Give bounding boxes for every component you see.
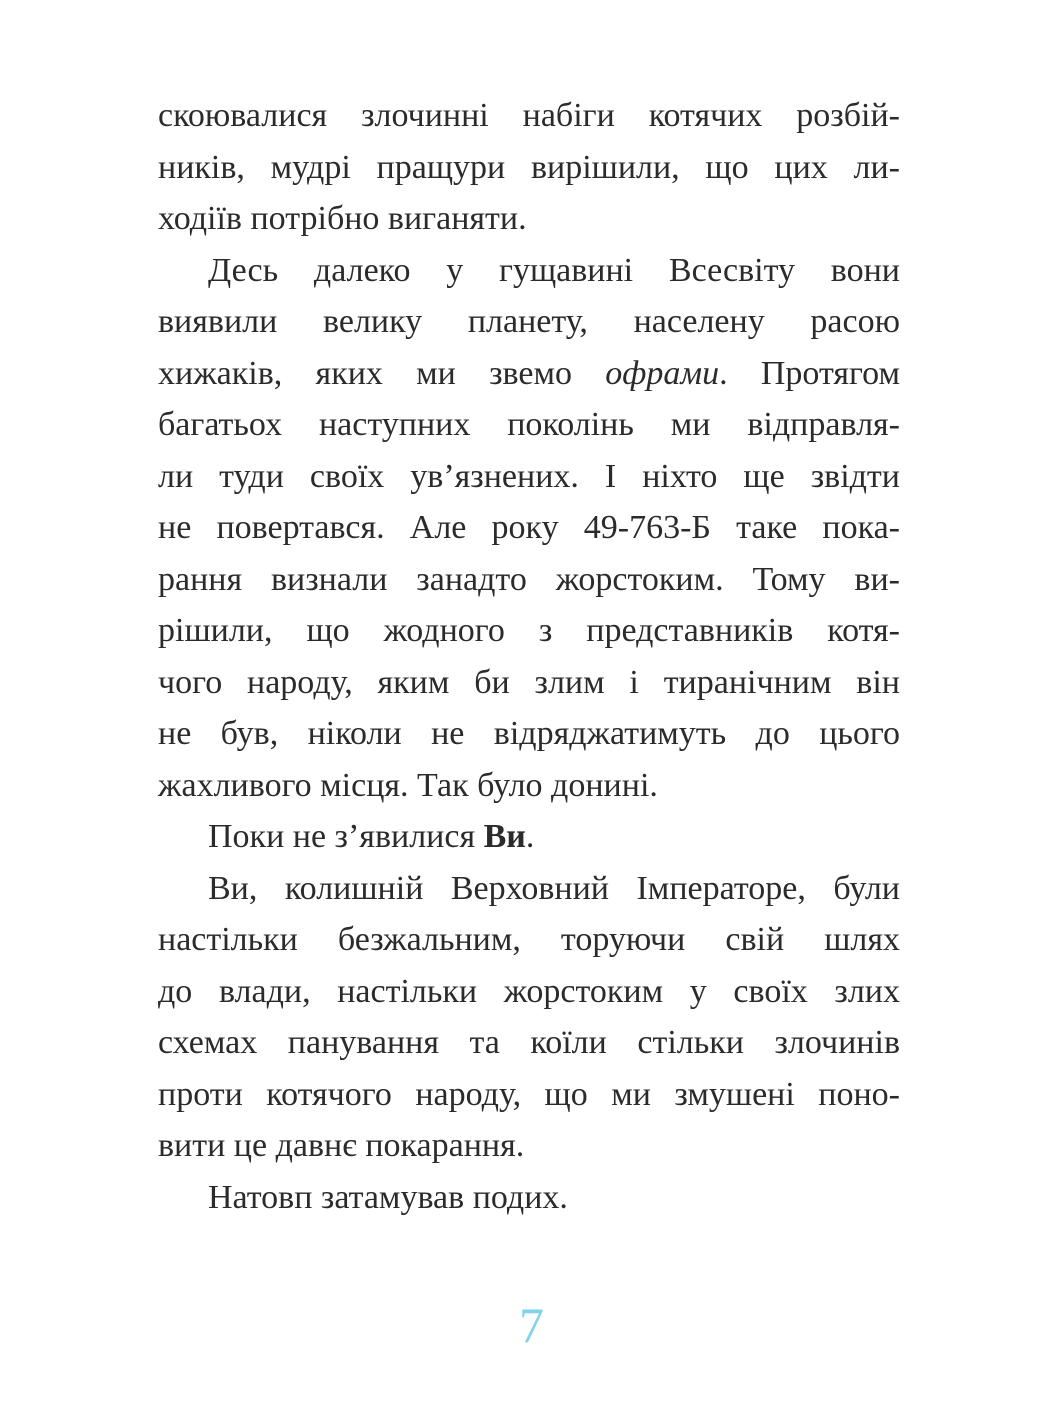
text-line: ходіїв потрібно виганяти. — [158, 200, 527, 237]
text-line: Поки не з’явилися Ви. — [208, 818, 535, 855]
text-line: Десь далеко у гущавині Всесвіту вони — [208, 251, 900, 289]
text-line: ли туди своїх ув’язнених. І ніхто ще звідти — [158, 457, 900, 495]
text-line: ників, мудрі пращури вирішили, що цих ли- — [158, 148, 900, 186]
text-line: Натовп затамував подих. — [208, 1178, 568, 1216]
text-line: до влади, настільки жорстоким у своїх злих — [158, 972, 900, 1010]
text-line: жахливого місця. Так було донині. — [158, 766, 658, 804]
text-line: не повертався. Але року 49-763-Б таке пока- — [158, 509, 900, 546]
text-line: Ви, колишній Верховний Імператоре, були — [208, 869, 900, 907]
text-line: рання визнали занадто жорстоким. Тому ви- — [158, 560, 900, 598]
text-line: багатьох наступних поколінь ми відправля- — [158, 406, 900, 443]
bold-word: Ви — [483, 818, 526, 855]
text-line: чого народу, яким би злим і тиранічним він — [158, 663, 900, 701]
text-line: скоювалися злочинні набіги котячих розбій- — [158, 97, 900, 134]
text-line: проти котячого народу, що ми змушені поно- — [158, 1075, 900, 1113]
page-number: 7 — [519, 1297, 544, 1353]
text-line: схемах панування та коїли стільки злочинів — [158, 1024, 900, 1061]
text-line: не був, ніколи не відряджатимуть до цього — [158, 715, 900, 752]
text-line: настільки безжальним, торуючи свій шлях — [158, 921, 900, 958]
text-line: хижаків, яких ми звемо офрами. Протягом — [158, 354, 900, 392]
text-line: вити це давнє покарання. — [158, 1127, 525, 1164]
body-text — [158, 90, 900, 1223]
emphasized-word: офрами — [605, 354, 720, 392]
text-line: виявили велику планету, населену расою — [158, 303, 900, 340]
text-line: рішили, що жодного з представників котя- — [158, 612, 900, 649]
